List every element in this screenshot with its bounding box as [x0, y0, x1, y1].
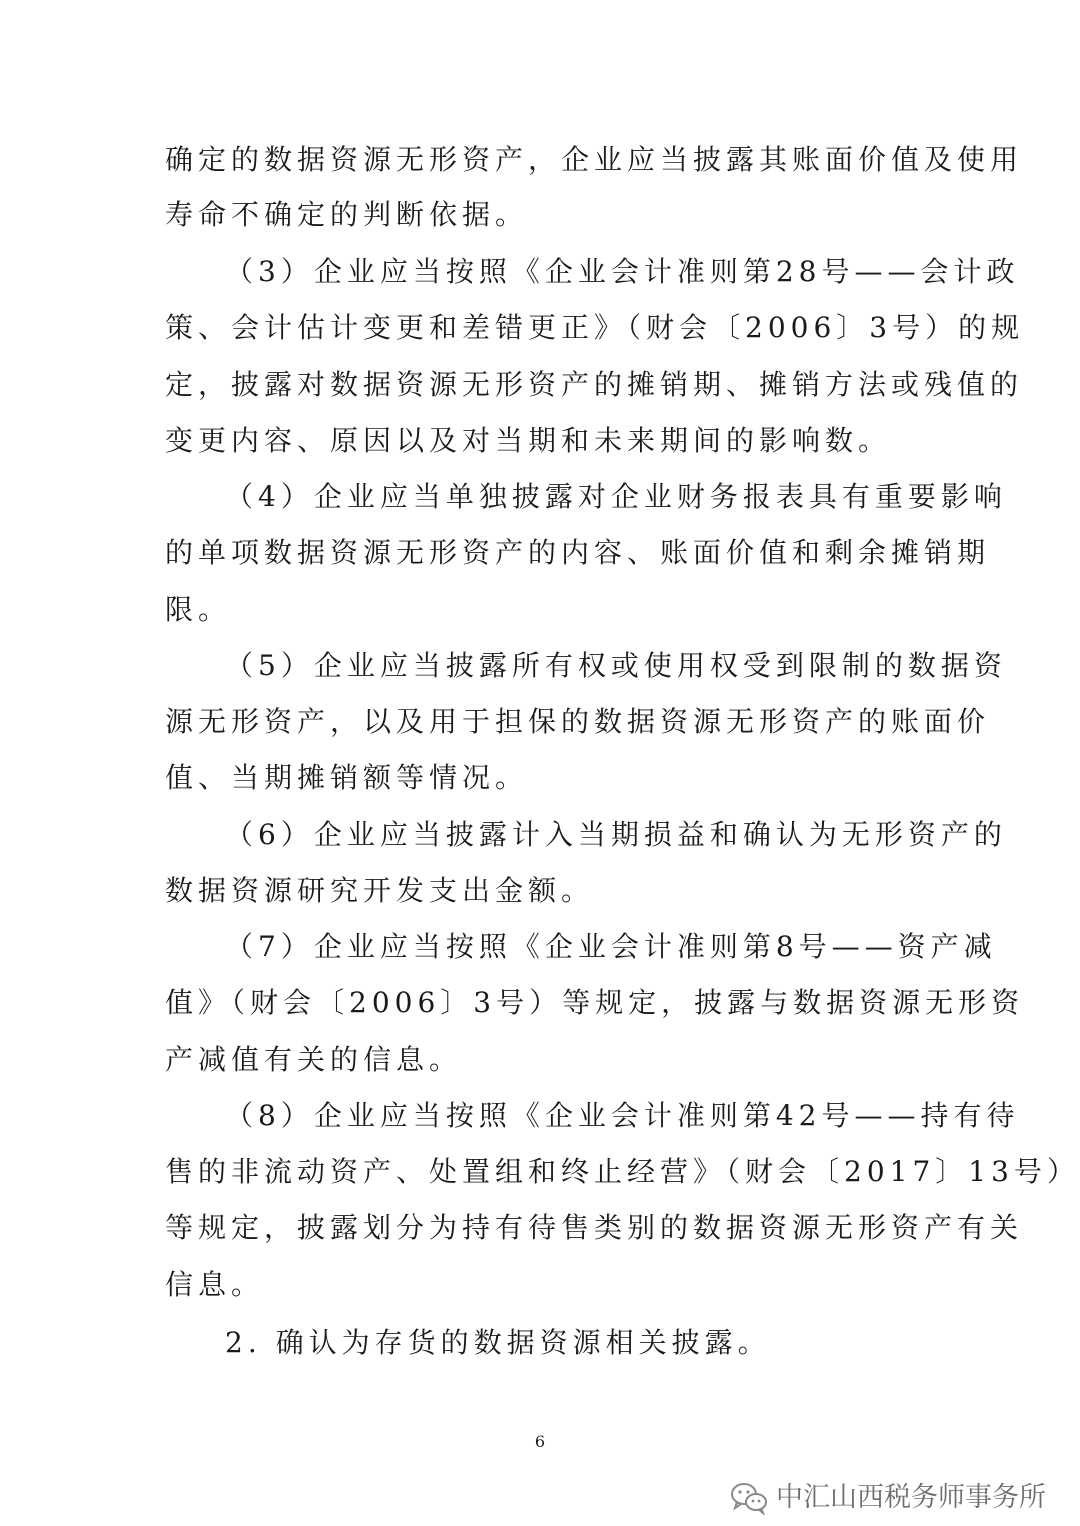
text-line: 售的非流动资产、处置组和终止经营》（财会〔2017〕13号） [165, 1155, 1080, 1188]
text-line: 2. 确认为存货的数据资源相关披露。 [225, 1326, 771, 1359]
text-line: （8）企业应当按照《企业会计准则第42号——持有待 [225, 1099, 1020, 1132]
wechat-icon [730, 1481, 768, 1515]
watermark-text: 中汇山西税务师事务所 [776, 1482, 1046, 1513]
text-line: 产减值有关的信息。 [165, 1043, 463, 1076]
text-line: 变更内容、原因以及对当期和未来期间的影响数。 [165, 424, 892, 457]
text-line: 数据资源研究开发支出金额。 [165, 874, 595, 907]
text-line: 定，披露对数据资源无形资产的摊销期、摊销方法或残值的 [165, 368, 1024, 401]
text-line: 策、会计估计变更和差错更正》（财会〔2006〕3号）的规 [165, 311, 1025, 344]
text-line: 信息。 [165, 1268, 265, 1301]
page-number: 6 [534, 1432, 546, 1451]
text-line: 源无形资产，以及用于担保的数据资源无形资产的账面价 [165, 705, 991, 738]
text-line: （5）企业应当披露所有权或使用权受到限制的数据资 [225, 649, 1007, 682]
text-line: 值、当期摊销额等情况。 [165, 761, 529, 794]
text-line: 的单项数据资源无形资产的内容、账面价值和剩余摊销期 [165, 536, 991, 569]
text-line: 确定的数据资源无形资产，企业应当披露其账面价值及使用 [165, 143, 1024, 176]
text-line: （6）企业应当披露计入当期损益和确认为无形资产的 [225, 818, 1007, 851]
text-line: 等规定，披露划分为持有待售类别的数据资源无形资产有关 [165, 1211, 1024, 1244]
text-line: 限。 [165, 593, 232, 626]
text-line: （7）企业应当按照《企业会计准则第8号——资产减 [225, 930, 997, 963]
text-line: 值》（财会〔2006〕3号）等规定，披露与数据资源无形资 [165, 986, 1025, 1019]
watermark [730, 1478, 1060, 1518]
text-line: （4）企业应当单独披露对企业财务报表具有重要影响 [225, 480, 1007, 513]
text-line: （3）企业应当按照《企业会计准则第28号——会计政 [225, 255, 1020, 288]
text-line: 寿命不确定的判断依据。 [165, 198, 529, 231]
